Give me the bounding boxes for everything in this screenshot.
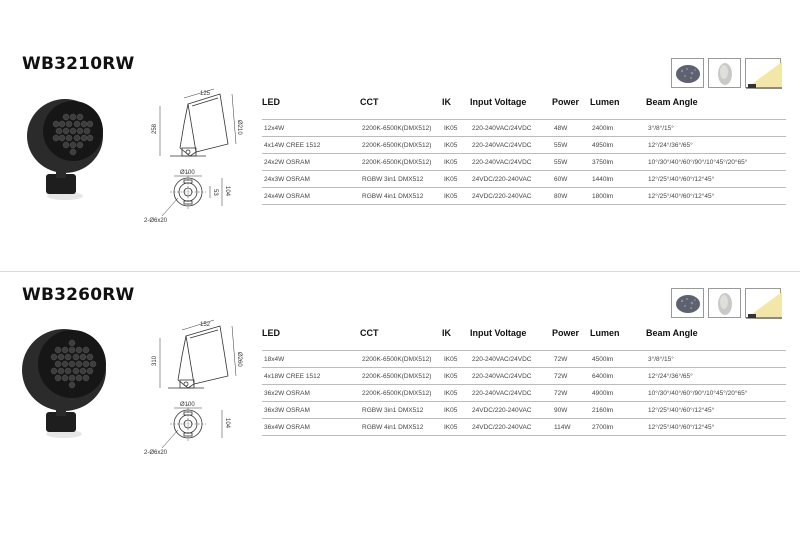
col-beam-angle: Beam Angle: [646, 97, 698, 107]
cell-power: 90W: [552, 402, 590, 419]
model-title: WB3210RW: [22, 54, 135, 74]
cell-ik: IK05: [442, 402, 470, 419]
fixture-photo: [18, 88, 113, 203]
cell-power: 72W: [552, 368, 590, 385]
cell-cct: 2200K-6500K(DMX512): [360, 385, 442, 402]
dim-holes: 2-Ø6x20: [144, 450, 168, 456]
cell-lumen: 4950lm: [590, 137, 646, 154]
cell-cct: 2200K-6500K(DMX512): [360, 368, 442, 385]
cell-voltage: 24VDC/220-240VAC: [470, 188, 552, 205]
cell-beam: 3°/8°/15°: [646, 351, 786, 368]
dim-d2: 104: [224, 186, 230, 197]
cell-cct: RGBW 4in1 DMX512: [360, 419, 442, 436]
cell-power: 80W: [552, 188, 590, 205]
dim-d2: 104: [224, 418, 230, 429]
dim-holes: 2-Ø6x20: [144, 218, 168, 224]
table-row: [262, 351, 786, 368]
technical-drawing: [140, 316, 250, 461]
cell-ik: IK05: [442, 171, 470, 188]
cell-beam: 12°/24°/36°/65°: [646, 368, 786, 385]
cell-ik: IK05: [442, 188, 470, 205]
table-row: [262, 402, 786, 419]
cell-beam: 10°/30°/40°/60°/90°/10°45°/20°65°: [646, 385, 786, 402]
cell-beam: 12°/25°/40°/60°/12°45°: [646, 171, 786, 188]
table-row: [262, 188, 786, 205]
dim-base-diameter: Ø100: [180, 402, 195, 408]
cell-ik: IK05: [442, 351, 470, 368]
cell-ik: IK05: [442, 385, 470, 402]
cell-ik: IK05: [442, 154, 470, 171]
cell-cct: RGBW 4in1 DMX512: [360, 188, 442, 205]
cell-led: 18x4W: [262, 351, 360, 368]
dim-height: 310: [152, 355, 158, 366]
cell-voltage: 220-240VAC/24VDC: [470, 368, 552, 385]
col-input-voltage: Input Voltage: [470, 97, 527, 107]
table-row: [262, 171, 786, 188]
cell-lumen: 1440lm: [590, 171, 646, 188]
textured-lens-icon: [671, 288, 704, 318]
spec-table: [262, 328, 786, 436]
cell-voltage: 220-240VAC/24VDC: [470, 137, 552, 154]
cell-ik: IK05: [442, 137, 470, 154]
cell-led: 36x3W OSRAM: [262, 402, 360, 419]
cell-voltage: 220-240VAC/24VDC: [470, 385, 552, 402]
cell-voltage: 220-240VAC/24VDC: [470, 351, 552, 368]
cell-led: 24x4W OSRAM: [262, 188, 360, 205]
col-power: Power: [552, 328, 580, 338]
col-ik: IK: [442, 328, 451, 338]
cell-power: 48W: [552, 120, 590, 137]
cell-lumen: 4900lm: [590, 385, 646, 402]
col-lumen: Lumen: [590, 97, 620, 107]
spec-table: [262, 97, 786, 205]
cell-beam: 12°/25°/40°/60°/12°45°: [646, 188, 786, 205]
cell-cct: RGBW 3in1 DMX512: [360, 402, 442, 419]
cell-led: 36x2W OSRAM: [262, 385, 360, 402]
dim-head-diameter: Ø210: [236, 120, 242, 135]
wall-wash-beam-icon: [745, 58, 781, 88]
dim-width-top: 125: [200, 91, 211, 97]
col-led: LED: [262, 97, 280, 107]
cell-led: 4x18W CREE 1512: [262, 368, 360, 385]
cell-power: 55W: [552, 137, 590, 154]
technical-drawing: [140, 86, 250, 231]
frosted-lens-icon: [708, 58, 741, 88]
cell-power: 72W: [552, 385, 590, 402]
cell-beam: 3°/8°/15°: [646, 120, 786, 137]
wall-wash-beam-icon: [745, 288, 781, 318]
cell-power: 55W: [552, 154, 590, 171]
cell-cct: 2200K-6500K(DMX512): [360, 120, 442, 137]
cell-ik: IK05: [442, 120, 470, 137]
table-row: [262, 137, 786, 154]
col-input-voltage: Input Voltage: [470, 328, 527, 338]
col-cct: CCT: [360, 328, 379, 338]
col-cct: CCT: [360, 97, 379, 107]
cell-led: 4x14W CREE 1512: [262, 137, 360, 154]
col-lumen: Lumen: [590, 328, 620, 338]
cell-cct: 2200K-6500K(DMX512): [360, 351, 442, 368]
cell-lumen: 2400lm: [590, 120, 646, 137]
cell-cct: 2200K-6500K(DMX512): [360, 137, 442, 154]
cell-power: 60W: [552, 171, 590, 188]
cell-ik: IK05: [442, 419, 470, 436]
lens-options: [671, 58, 781, 88]
section-divider: [0, 271, 800, 272]
cell-beam: 12°/24°/36°/65°: [646, 137, 786, 154]
col-led: LED: [262, 328, 280, 338]
textured-lens-icon: [671, 58, 704, 88]
cell-led: 24x2W OSRAM: [262, 154, 360, 171]
cell-cct: RGBW 3in1 DMX512: [360, 171, 442, 188]
cell-voltage: 24VDC/220-240VAC: [470, 402, 552, 419]
cell-voltage: 24VDC/220-240VAC: [470, 171, 552, 188]
dim-base-diameter: Ø100: [180, 170, 195, 176]
cell-beam: 12°/25°/40°/60°/12°45°: [646, 419, 786, 436]
cell-power: 114W: [552, 419, 590, 436]
frosted-lens-icon: [708, 288, 741, 318]
cell-ik: IK05: [442, 368, 470, 385]
cell-lumen: 6400lm: [590, 368, 646, 385]
cell-lumen: 3750lm: [590, 154, 646, 171]
table-row: [262, 120, 786, 137]
cell-power: 72W: [552, 351, 590, 368]
cell-beam: 12°/25°/40°/60°/12°45°: [646, 402, 786, 419]
cell-voltage: 220-240VAC/24VDC: [470, 120, 552, 137]
col-power: Power: [552, 97, 580, 107]
cell-led: 24x3W OSRAM: [262, 171, 360, 188]
dim-height: 258: [152, 123, 158, 134]
cell-led: 12x4W: [262, 120, 360, 137]
table-row: [262, 385, 786, 402]
lens-options: [671, 288, 781, 318]
cell-lumen: 2160lm: [590, 402, 646, 419]
col-beam-angle: Beam Angle: [646, 328, 698, 338]
cell-beam: 10°/30°/40°/60°/90°/10°45°/20°65°: [646, 154, 786, 171]
cell-voltage: 24VDC/220-240VAC: [470, 419, 552, 436]
cell-cct: 2200K-6500K(DMX512): [360, 154, 442, 171]
dim-head-diameter: Ø260: [236, 352, 242, 367]
cell-led: 36x4W OSRAM: [262, 419, 360, 436]
dim-width-top: 152: [200, 322, 211, 328]
col-ik: IK: [442, 97, 451, 107]
dim-d1: 53: [212, 189, 218, 196]
cell-lumen: 1800lm: [590, 188, 646, 205]
model-title: WB3260RW: [22, 285, 135, 305]
table-row: [262, 368, 786, 385]
table-row: [262, 419, 786, 436]
fixture-photo: [14, 318, 114, 440]
table-row: [262, 154, 786, 171]
cell-voltage: 220-240VAC/24VDC: [470, 154, 552, 171]
cell-lumen: 2700lm: [590, 419, 646, 436]
cell-lumen: 4500lm: [590, 351, 646, 368]
